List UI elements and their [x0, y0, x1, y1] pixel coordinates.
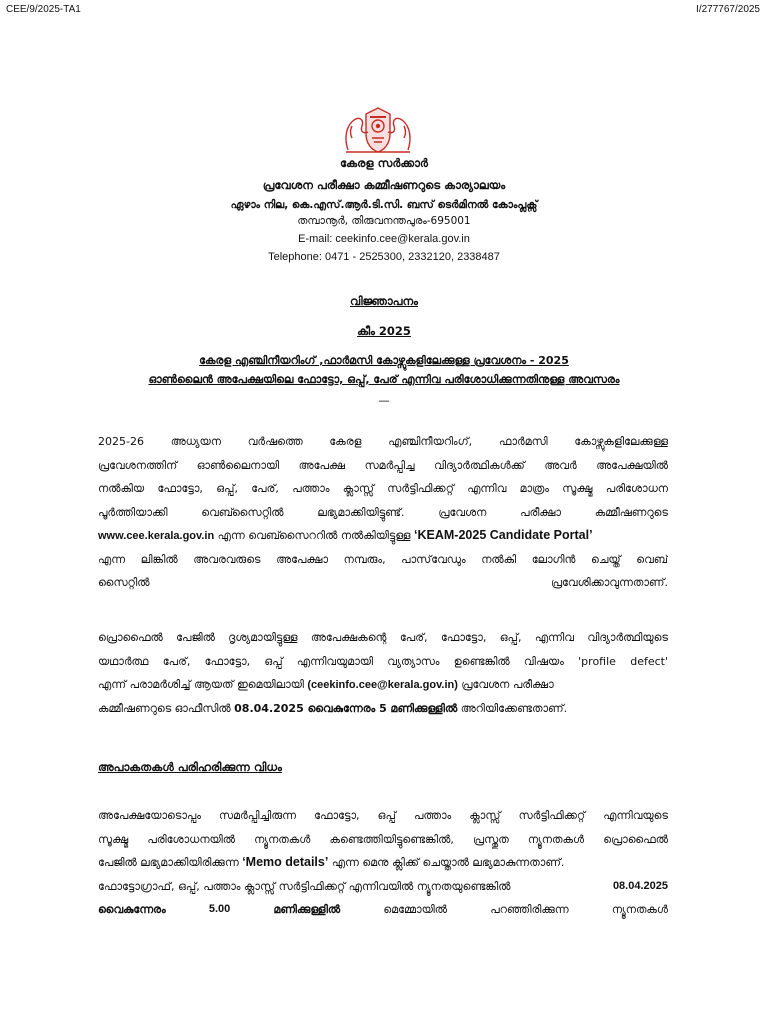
office-address-line-1: ഏഴാം നില, കെ.എസ്.ആർ.ടി.സി. ബസ് ടെർമിനൽ കോംപ്ലക്സ്: [230, 199, 538, 211]
candidate-portal-name: ‘KEAM-2025 Candidate Portal’: [414, 528, 593, 542]
paragraph-2: [98, 626, 668, 720]
notice-heading: വിജ്ഞാപനം: [349, 294, 419, 308]
file-reference-right: I/277767/2025: [696, 4, 760, 15]
paragraph-3-line-4: [98, 875, 668, 899]
government-name: കേരള സർക്കാർ: [340, 156, 428, 170]
paragraph-1-line-1: 2025-26 അധ്യയന വർഷത്തെ കേരള എഞ്ചിനീയറിംഗ്, ഫാർമസി കോഴ്സുകളിലേക്കുള്ള: [98, 435, 668, 448]
notice-title-dash: —: [378, 394, 390, 407]
paragraph-1-line-3: നൽകിയ ഫോട്ടോ, ഒപ്പ്, പേര്, പത്താം ക്ലാസ്സ് സർട്ടിഫിക്കറ്റ് എന്നിവ മാത്രം സൂക്ഷ്മ പരിശോധന: [98, 482, 668, 495]
paragraph-1-line-5: [98, 524, 668, 548]
paragraph-3-line-3-text-c: എന്ന മെനു ക്ലിക്ക് ചെയ്താൽ ലഭ്യമാകുന്നതാണ്.: [328, 856, 565, 869]
memo-details-menu-name: ‘Memo details’: [242, 855, 329, 869]
paragraph-2-line-3: [98, 673, 668, 697]
office-email: E-mail: ceekinfo.cee@kerala.gov.in: [298, 233, 470, 245]
paragraph-2-line-4-text-c: അറിയിക്കേണ്ടതാണ്.: [457, 701, 568, 715]
paragraph-3-line-5: [98, 898, 668, 922]
paragraph-1-line-4: പൂർത്തിയാക്കി വെബ്സൈറ്റിൽ ലഭ്യമാക്കിയിട്ടുണ്ട്. പ്രവേശന പരീക്ഷാ കമ്മീഷണറുടെ: [98, 505, 668, 519]
website-url: www.cee.kerala.gov.in: [98, 530, 215, 542]
paragraph-3-evening: വൈകുന്നേരം: [98, 903, 166, 916]
paragraph-2-line-3-text-c: പ്രവേശന പരീക്ഷാ: [457, 678, 554, 691]
paragraph-3-defects: ന്യൂനതകൾ: [611, 903, 668, 916]
paragraph-3-mentioned: പറഞ്ഞിരിക്കുന്ന: [490, 903, 569, 916]
contact-email: (ceekinfo.cee@kerala.gov.in): [307, 679, 458, 691]
paragraph-2-line-2: യഥാർത്ഥ പേര്, ഫോട്ടോ, ഒപ്പ് എന്നിവയുമായി വ്യത്യാസം ഉണ്ടെങ്കിൽ വിഷയം 'profile defect': [98, 654, 668, 668]
paragraph-3-deadline-date: 08.04.2025: [612, 879, 668, 892]
office-address-line-2: തമ്പാനൂർ, തിരുവനന്തപുരം-695001: [297, 215, 471, 227]
paragraph-1-line-7-left: സൈറ്റിൽ: [98, 576, 150, 589]
file-reference-left: CEE/9/2025-TA1: [6, 4, 81, 15]
kerala-state-emblem-icon: [340, 104, 416, 156]
office-name: പ്രവേശന പരീക്ഷാ കമ്മീഷണറുടെ കാര്യാലയം: [262, 178, 506, 192]
paragraph-3-line-4-text-a: ഫോട്ടോഗ്രാഫ്, ഒപ്പ്, പത്താം ക്ലാസ്സ് സർട്ടിഫിക്കറ്റ് എന്നിവയിൽ ന്യൂനതയുണ്ടെങ്കിൽ: [98, 879, 511, 893]
paragraph-3-line-2: സൂക്ഷ്മ പരിശോധനയിൽ ന്യൂനതകൾ കണ്ടെത്തിയിട്ടുണ്ടെങ്കിൽ, പ്രസ്തുത ന്യൂനതകൾ പ്രൊഫൈൽ: [98, 832, 668, 846]
notice-title-line-1: കേരള എഞ്ചിനീയറിംഗ് ,ഫാർമസി കോഴ്സുകളിലേക്കുള്ള പ്രവേശനം - 2025: [199, 354, 569, 367]
paragraph-1: [98, 430, 668, 595]
paragraph-3-within-hours: മണിക്കുള്ളിൽ: [273, 903, 341, 916]
paragraph-3-in-memo: മെമ്മോയിൽ: [383, 903, 448, 916]
paragraph-3: [98, 804, 668, 922]
paragraph-2-line-4: [98, 697, 668, 721]
paragraph-3-line-1: അപേക്ഷയോടൊപ്പം സമർപ്പിച്ചിരുന്ന ഫോട്ടോ, ഒപ്പ് പത്താം ക്ലാസ്സ് സർട്ടിഫിക്കറ്റ് എന്നിവയുടെ: [98, 809, 668, 822]
paragraph-3-time: 5.00: [208, 903, 231, 915]
paragraph-2-line-4-text-a: കമ്മീഷണറുടെ ഓഫീസിൽ: [98, 701, 235, 715]
paragraph-3-line-3-text-a: പേജിൽ ലഭ്യമാക്കിയിരിക്കുന്ന: [98, 856, 243, 869]
paragraph-1-line-6: എന്ന ലിങ്കിൽ അവരവരുടെ അപേക്ഷാ നമ്പരും, പാസ്‌വേഡും നൽകി ലോഗിൻ ചെയ്ത് വെബ്: [98, 552, 668, 566]
notice-title-line-2: ഓൺലൈൻ അപേക്ഷയിലെ ഫോട്ടോ, ഒപ്പ്, പേര് എന്നിവ പരിശോധിക്കുന്നതിനുള്ള അവസരം: [148, 373, 620, 386]
paragraph-3-line-3: [98, 851, 668, 875]
paragraph-2-line-3-text-a: എന്ന് പരാമർശിച്ച് ആയത് ഇമെയിലായി: [98, 678, 308, 691]
deadline-text: 08.04.2025 വൈകുന്നേരം 5 മണിക്കുള്ളിൽ: [234, 701, 458, 715]
office-telephone: Telephone: 0471 - 2525300, 2332120, 2338487: [268, 251, 500, 263]
paragraph-1-line-7: [98, 571, 668, 595]
paragraph-1-line-7-right: പ്രവേശിക്കാവുന്നതാണ്.: [550, 576, 668, 589]
paragraph-1-line-2: പ്രവേശനത്തിന് ഓൺലൈനായി അപേക്ഷ സമർപ്പിച്ച വിദ്യാർത്ഥികൾക്ക് അവർ അപേക്ഷയിൽ: [98, 458, 668, 472]
section-heading: അപാകതകൾ പരിഹരിക്കുന്ന വിധം: [98, 760, 282, 774]
paragraph-1-line-5-text: എന്ന വെബ്സൈററിൽ നൽകിയിട്ടുള്ള: [214, 529, 415, 542]
paragraph-2-line-1: പ്രൊഫൈൽ പേജിൽ ദൃശ്യമായിട്ടുള്ള അപേക്ഷകന്റെ പേര്, ഫോട്ടോ, ഒപ്പ്, എന്നിവ വിദ്യാർത്ഥിയുടെ: [98, 631, 668, 644]
notice-subheading: കീം 2025: [357, 324, 411, 338]
